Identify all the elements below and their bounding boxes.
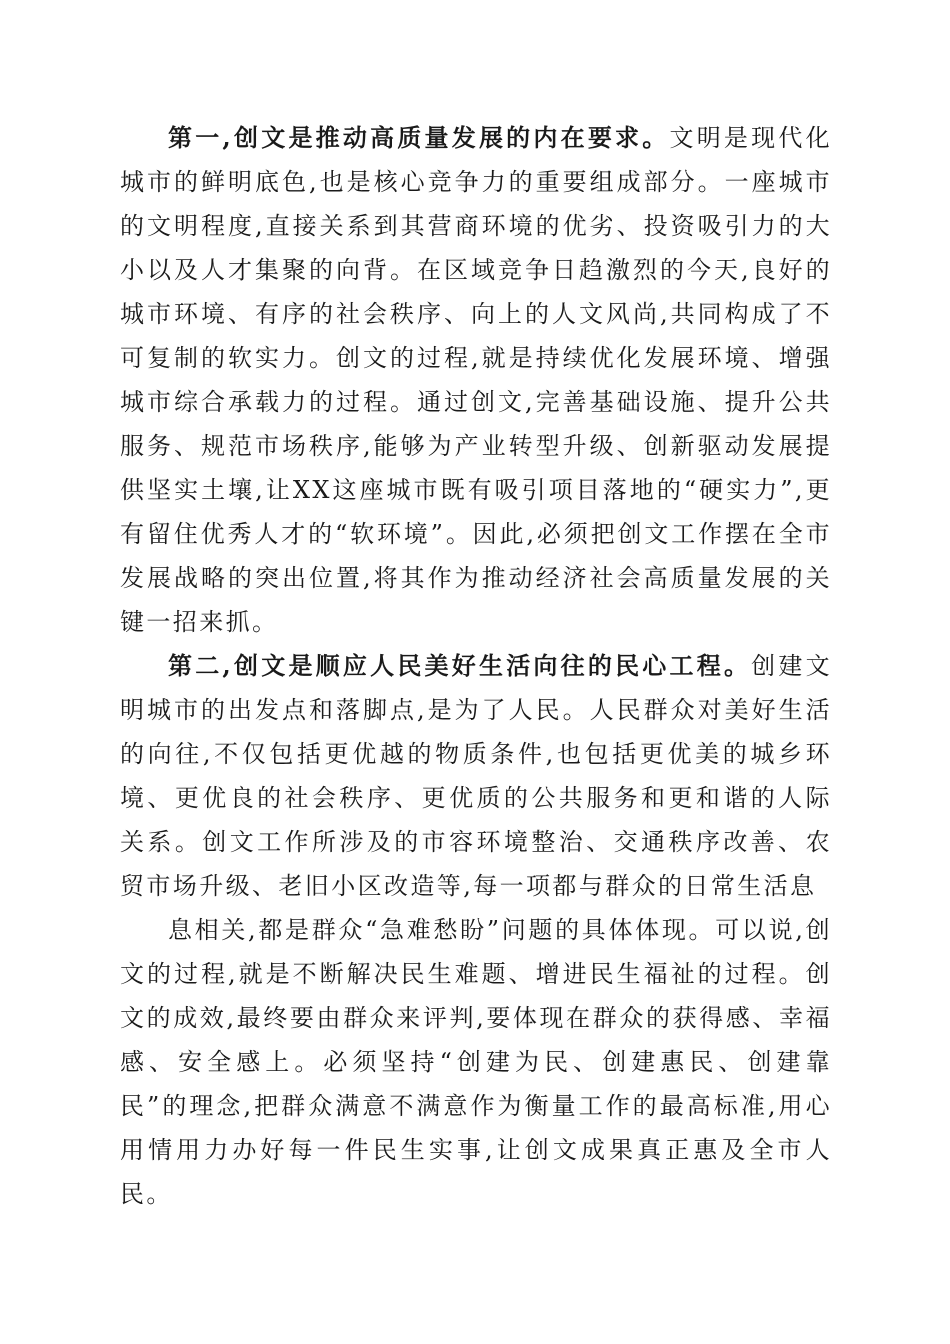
paragraph-lead: 第二,创文是顺应人民美好生活向往的民心工程。 — [168, 651, 752, 680]
paragraph-body: 文明是现代化城市的鲜明底色,也是核心竞争力的重要组成部分。一座城市的文明程度,直接关系到其营商环境的优劣、投资吸引力的大小以及人才集聚的向背。在区域竞争日趋激烈的今天,良好的城市环境、有序的社会秩序、向上的人文风尚,共同构成了不可复制的软实力。创文的过程,就是持续优化发展环境、增强城市综合承载力的过程。通过创文,完善基础设施、提升公共服务、规范市场秩序,能够为产业转型升级、创新驱动发展提供坚实土壤,让XX这座城市既有吸引项目落地的“硬实力”,更有留住优秀人才的“软环境”。因此,必须把创文工作摆在全市发展战略的突出位置,将其作为推动经济社会高质量发展的关键一招来抓。 — [120, 124, 832, 636]
paragraph-first — [120, 116, 832, 644]
paragraph-second — [120, 644, 832, 908]
document-page — [120, 116, 832, 1216]
paragraph-continuation — [120, 908, 832, 1216]
paragraph-body: 息相关,都是群众“急难愁盼”问题的具体体现。可以说,创文的过程,就是不断解决民生难题、增进民生福祉的过程。创文的成效,最终要由群众来评判,要体现在群众的获得感、幸福感、安全感上。必须坚持“创建为民、创建惠民、创建靠民”的理念,把群众满意不满意作为衡量工作的最高标准,用心用情用力办好每一件民生实事,让创文成果真正惠及全市人民。 — [120, 916, 832, 1208]
paragraph-lead: 第一,创文是推动高质量发展的内在要求。 — [168, 123, 670, 152]
paragraph-body: 创建文明城市的出发点和落脚点,是为了人民。人民群众对美好生活的向往,不仅包括更优越的物质条件,也包括更优美的城乡环境、更优良的社会秩序、更优质的公共服务和更和谐的人际关系。创文工作所涉及的市容环境整治、交通秩序改善、农贸市场升级、老旧小区改造等,每一项都与群众的日常生活息 — [120, 652, 833, 900]
